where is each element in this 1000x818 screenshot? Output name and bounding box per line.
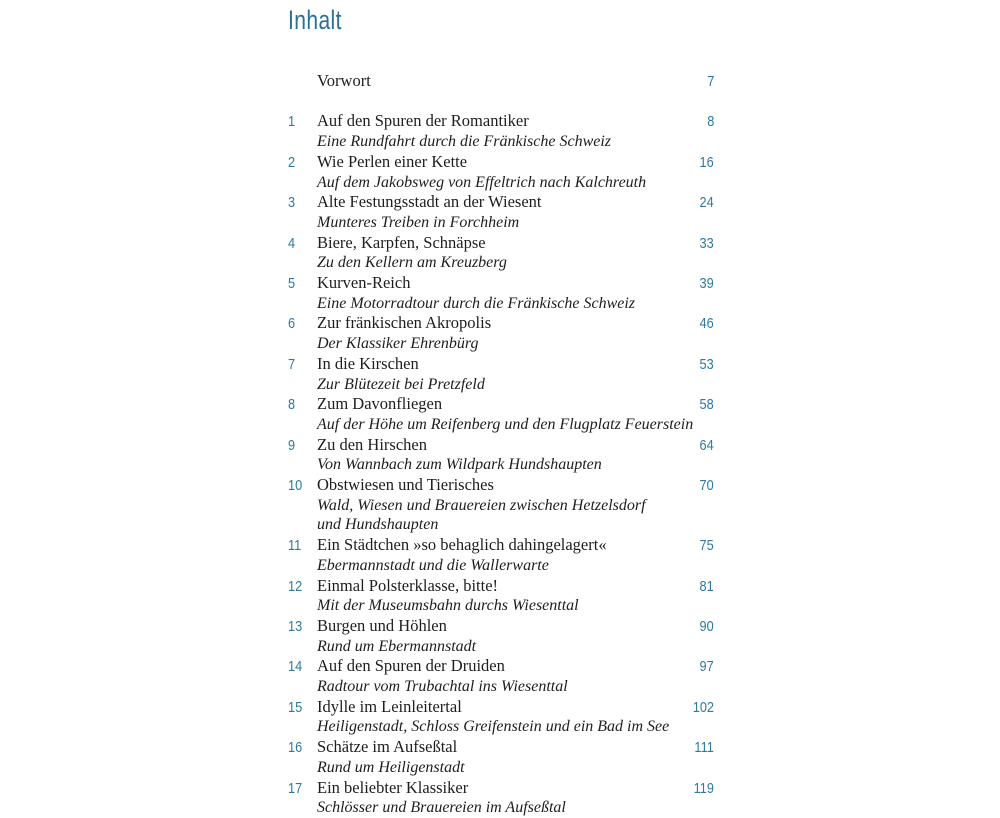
chapter-subtitle: Ebermannstadt und die Wallerwarte — [317, 556, 549, 574]
chapter-number: 8 — [288, 396, 296, 414]
chapter-title: Zu den Hirschen — [317, 434, 427, 454]
page-number: 16 — [699, 153, 714, 171]
chapter-subtitle: Munteres Treiben in Forchheim — [317, 213, 520, 231]
chapter-subtitle: Auf dem Jakobsweg von Effeltrich nach Kalchreuth — [317, 173, 647, 191]
chapter-number: 7 — [288, 355, 296, 373]
chapter-title: Obstwiesen und Tierisches — [317, 475, 494, 495]
chapter-title: Auf den Spuren der Romantiker — [317, 111, 529, 131]
toc-entry — [288, 697, 714, 737]
page-number: 64 — [699, 436, 714, 454]
toc-entry — [288, 616, 714, 656]
toc-entry — [288, 535, 714, 575]
chapter-title: Wie Perlen einer Kette — [317, 151, 468, 171]
toc-entry — [288, 394, 714, 434]
chapter-title: In die Kirschen — [317, 353, 419, 373]
chapter-number: 9 — [288, 436, 296, 454]
chapter-number: 4 — [288, 234, 296, 252]
page-number: 70 — [699, 477, 714, 495]
chapter-number: 17 — [288, 779, 303, 797]
toc-entry — [288, 233, 714, 273]
chapter-title: Biere, Karpfen, Schnäpse — [317, 232, 486, 252]
chapter-number: 5 — [288, 275, 296, 293]
chapter-title: Auf den Spuren der Druiden — [317, 656, 505, 676]
page-number: 90 — [699, 617, 714, 635]
chapter-subtitle: Von Wannbach zum Wildpark Hundshaupten — [317, 456, 602, 474]
chapter-subtitle: Schlösser und Brauereien im Aufseßtal — [317, 799, 566, 817]
page-number: 53 — [699, 355, 714, 373]
toc-entry — [288, 475, 714, 535]
toc-entries — [288, 111, 714, 818]
page-title: Inhalt — [288, 5, 342, 35]
chapter-title: Einmal Polsterklasse, bitte! — [317, 575, 499, 595]
chapter-subtitle: Auf der Höhe um Reifenberg und den Flugplatz Feuerstein — [317, 415, 694, 433]
toc-entry — [288, 778, 714, 818]
chapter-number: 15 — [288, 698, 303, 716]
toc-entry — [288, 737, 714, 777]
toc-entry — [288, 152, 714, 192]
toc-entry — [288, 313, 714, 353]
chapter-subtitle: Mit der Museumsbahn durchs Wiesenttal — [317, 597, 579, 615]
page-number: 8 — [706, 113, 714, 131]
page-number: 39 — [699, 275, 714, 293]
toc-entry — [288, 656, 714, 696]
chapter-number: 1 — [288, 113, 296, 131]
chapter-number: 6 — [288, 315, 296, 333]
page-number: 102 — [692, 698, 714, 716]
chapter-subtitle-continued: und Hundshaupten — [317, 516, 439, 534]
page-number: 97 — [699, 658, 714, 676]
chapter-number: 11 — [288, 537, 302, 555]
chapter-number: 14 — [288, 658, 303, 676]
toc-entry — [288, 435, 714, 475]
page-number: 33 — [699, 234, 714, 252]
chapter-number: 16 — [288, 739, 303, 757]
chapter-title: Idylle im Leinleitertal — [317, 696, 462, 716]
chapter-subtitle: Zur Blütezeit bei Pretzfeld — [317, 375, 485, 393]
front-matter-label: Vorwort — [317, 71, 371, 90]
chapter-title: Burgen und Höhlen — [317, 615, 447, 635]
page-number: 75 — [699, 537, 714, 555]
chapter-number: 2 — [288, 153, 296, 171]
chapter-title: Alte Festungsstadt an der Wiesent — [317, 192, 542, 212]
chapter-subtitle: Rund um Ebermannstadt — [317, 637, 477, 655]
chapter-subtitle: Heiligenstadt, Schloss Greifenstein und ein Bad im See — [317, 718, 670, 736]
chapter-subtitle: Wald, Wiesen und Brauereien zwischen Hetzelsdorf — [317, 496, 646, 514]
chapter-subtitle: Zu den Kellern am Kreuzberg — [317, 254, 507, 272]
toc-entry — [288, 273, 714, 313]
chapter-number: 3 — [288, 194, 296, 212]
page-number: 81 — [699, 577, 714, 595]
toc-entry — [288, 192, 714, 232]
chapter-title: Zur fränkischen Akropolis — [317, 313, 492, 333]
page-number: 24 — [699, 194, 714, 212]
chapter-title: Zum Davonfliegen — [317, 394, 443, 414]
chapter-title: Ein beliebter Klassiker — [317, 777, 469, 797]
chapter-number: 13 — [288, 617, 303, 635]
toc-page — [288, 5, 714, 818]
page-number: 7 — [706, 73, 714, 90]
page-number: 58 — [699, 396, 714, 414]
chapter-title: Ein Städtchen »so behaglich dahingelagert« — [317, 535, 607, 555]
chapter-subtitle: Eine Motorradtour durch die Fränkische Schweiz — [317, 294, 636, 312]
page-number: 119 — [693, 779, 714, 797]
chapter-subtitle: Rund um Heiligenstadt — [317, 758, 465, 776]
chapter-number: 10 — [288, 477, 303, 495]
chapter-number: 12 — [288, 577, 303, 595]
page-number: 46 — [699, 315, 714, 333]
chapter-title: Schätze im Aufseßtal — [317, 737, 458, 757]
toc-entry — [288, 111, 714, 151]
chapter-subtitle: Radtour vom Trubachtal ins Wiesenttal — [317, 678, 568, 696]
toc-entry — [288, 354, 714, 394]
toc-entry — [288, 576, 714, 616]
front-matter-row — [288, 71, 714, 92]
chapter-subtitle: Eine Rundfahrt durch die Fränkische Schweiz — [317, 133, 612, 151]
page-number: 111 — [694, 739, 714, 757]
chapter-subtitle: Der Klassiker Ehrenbürg — [317, 335, 479, 353]
chapter-title: Kurven-Reich — [317, 273, 411, 293]
